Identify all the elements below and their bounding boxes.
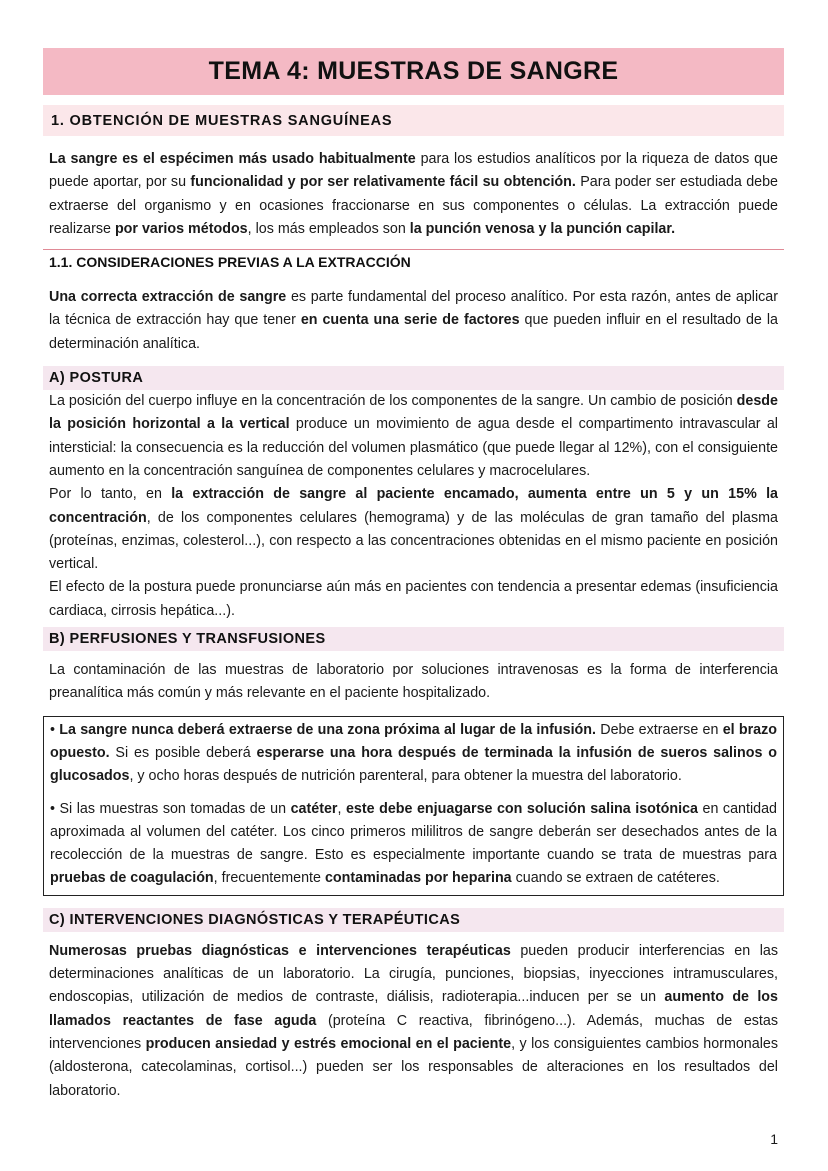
text-run: • Si las muestras son tomadas de un [50, 800, 291, 817]
text-run: La contaminación de las muestras de laboratorio por soluciones intravenosas es la forma de interferencia preanalítica más común y más relevante en el paciente hospitalizado. [49, 662, 778, 702]
bold-text: Numerosas pruebas diagnósticas e intervenciones terapéuticas [49, 942, 511, 959]
section-a-paragraph-2 [43, 483, 784, 576]
bold-text: Una correcta extracción de sangre [49, 289, 287, 306]
text-run: , los más empleados son [247, 220, 410, 237]
text-run: para los estudios analíticos por la riqueza de datos que puede aportar, por su [49, 151, 778, 191]
text-run: , y ocho horas después de nutrición parenteral, para obtener la muestra del laboratorio. [129, 768, 682, 785]
section-a-paragraph-1 [43, 390, 784, 483]
text-run: produce un movimiento de agua desde el compartimento intravascular al intersticial: la consecuencia es la reducción del volumen plasmático (que puede llegar al 12%), con el consiguiente aumento en la concentración sanguínea de componentes celulares y macrocelulares. [49, 416, 778, 479]
text-run: , y los consiguientes cambios hormonales (aldosterona, catecolaminas, cortisol...) pueden ser los responsables de alteraciones en los resultados del laboratorio. [49, 1035, 778, 1099]
page-number: 1 [770, 1131, 778, 1147]
bold-text: esperarse una hora después de terminada la infusión de sueros salinos o glucosados [50, 744, 777, 785]
text-run: El efecto de la postura puede pronunciarse aún más en pacientes con tendencia a presentar edemas (insuficiencia cardiaca, cirrosis hepática...). [49, 579, 778, 619]
bold-text: por varios métodos [114, 220, 248, 237]
bold-text: desde la posición horizontal a la vertical [49, 393, 778, 433]
text-run: Por lo tanto, en [49, 486, 172, 503]
bold-text: este debe enjuagarse con solución salina isotónica [345, 800, 698, 817]
text-run: , frecuentemente [213, 870, 325, 887]
text-run: (proteína C reactiva, fibrinógeno...). Además, muchas de estas intervenciones [49, 1012, 778, 1052]
text-run: pueden producir interferencias en las determinaciones analíticas de un laboratorio. La cirugía, punciones, biopsias, inyecciones intramusculares, endoscopias, utilización de medios de contraste, diálisis, radioterapia...inducen per se un [49, 942, 778, 1006]
section-a-paragraph-3 [43, 576, 784, 623]
document-page [43, 48, 784, 1103]
section-1-heading: 1. OBTENCIÓN DE MUESTRAS SANGUÍNEAS [43, 105, 784, 136]
text-run: , [337, 800, 346, 817]
bold-text: La sangre es el espécimen más usado habitualmente [49, 151, 416, 167]
section-b-paragraph [43, 659, 784, 706]
page-title: TEMA 4: MUESTRAS DE SANGRE [43, 48, 784, 95]
note-infusion [44, 719, 783, 789]
section-c-paragraph [43, 940, 784, 1103]
text-run: • [50, 721, 60, 738]
bold-text: La sangre nunca deberá extraerse de una zona próxima al lugar de la infusión. [59, 721, 596, 738]
text-run: La posición del cuerpo influye en la concentración de los componentes de la sangre. Un cambio de posición [49, 393, 737, 410]
bold-text: la extracción de sangre al paciente encamado, aumenta entre un 5 y un 15% la concentración [49, 486, 778, 526]
bold-text: pruebas de coagulación [50, 870, 214, 887]
section-c-heading: C) INTERVENCIONES DIAGNÓSTICAS Y TERAPÉUTICAS [43, 908, 784, 932]
bold-text: el brazo opuesto. [50, 721, 777, 761]
text-run: es parte fundamental del proceso analítico. Por esta razón, antes de aplicar la técnica de extracción hay que tener [49, 289, 778, 329]
text-run: cuando se extraen de catéteres. [511, 870, 720, 887]
text-run: en cantidad aproximada al volumen del catéter. Los cinco primeros mililitros de sangre deberán ser desechados antes de la recolección de la muestras de sangre. Esto es especialmente importante cuando se trata de muestras para [50, 800, 777, 864]
text-run: , de los componentes celulares (hemograma) y de las moléculas de gran tamaño del plasma (proteínas, enzimas, colesterol...), con respecto a las concentraciones obtenidas en el mismo paciente en posición vertical. [49, 509, 778, 573]
text-run: Si es posible deberá [109, 744, 257, 761]
bold-text: funcionalidad y por ser relativamente fácil su obtención. [190, 174, 576, 191]
important-notes-box [43, 716, 784, 896]
bold-text: contaminadas por heparina [324, 870, 512, 887]
section-1-paragraph [43, 148, 784, 241]
section-a-heading: A) POSTURA [43, 366, 784, 390]
section-1-1-heading: 1.1. CONSIDERACIONES PREVIAS A LA EXTRACCIÓN [43, 249, 784, 276]
bold-text: catéter [290, 800, 338, 817]
text-run: Debe extraerse en [596, 721, 723, 738]
note-catheter [44, 798, 783, 891]
text-run: que pueden influir en el resultado de la determinación analítica. [49, 312, 778, 352]
section-1-1-paragraph [43, 286, 784, 356]
bold-text: la punción venosa y la punción capilar. [409, 220, 676, 237]
bold-text: producen ansiedad y estrés emocional en el paciente [145, 1035, 512, 1052]
bold-text: en cuenta una serie de factores [300, 312, 520, 329]
text-run: Para poder ser estudiada debe extraerse del organismo y en ocasiones fraccionarse en sus componentes o células. La extracción puede realizarse [49, 174, 779, 237]
section-b-heading: B) PERFUSIONES Y TRANSFUSIONES [43, 627, 784, 651]
bold-text: aumento de los llamados reactantes de fase aguda [49, 989, 778, 1029]
